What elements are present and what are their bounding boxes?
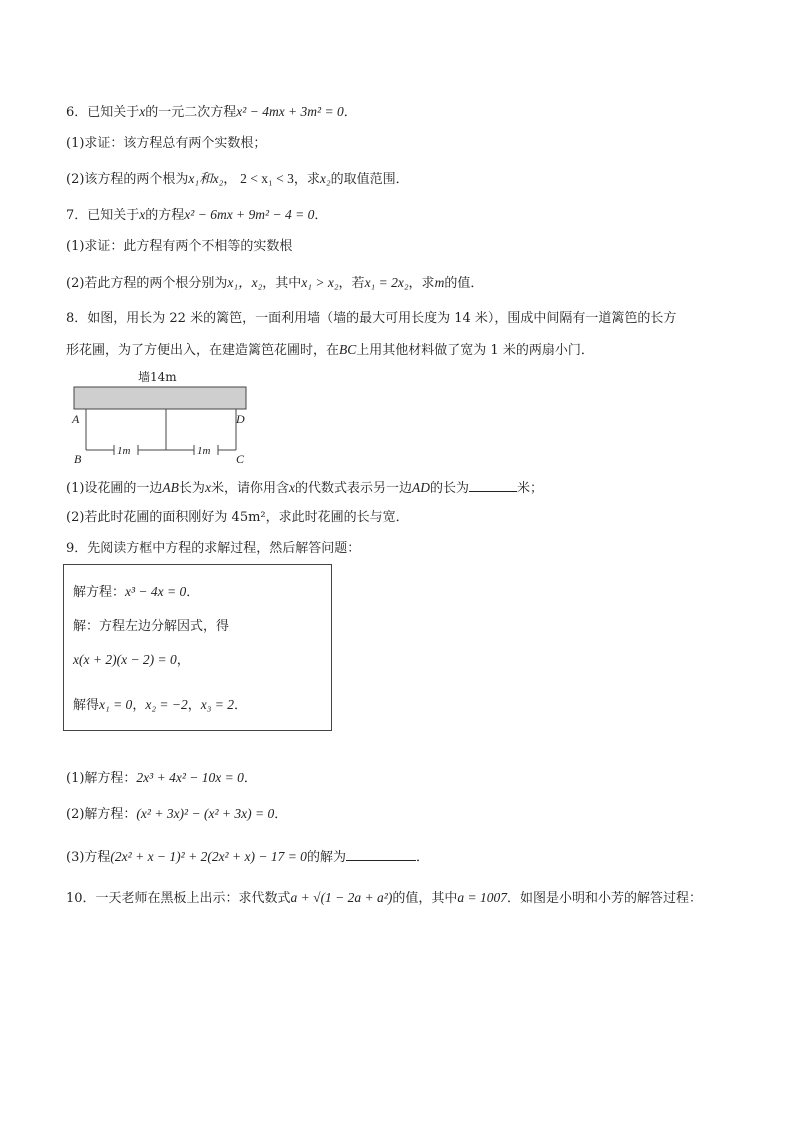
label-b: B xyxy=(74,452,82,466)
box-root-3: x₃ = 2 xyxy=(200,697,235,712)
q7-part2-mid2: ，若 xyxy=(338,276,365,291)
q9-part1 xyxy=(66,770,257,787)
q6-stem-mid: 的一元二次方程 xyxy=(145,105,237,120)
q9-part3 xyxy=(66,848,429,866)
q6-part2-roots: x₁和x₂ xyxy=(188,171,224,186)
q9-part3-post: ． xyxy=(415,850,429,865)
label-a: A xyxy=(72,412,80,426)
q6-part2-post: 的取值范围． xyxy=(330,172,409,187)
q8-part1 xyxy=(66,479,543,497)
q8-part1-x2: x xyxy=(288,480,295,495)
q10-expr: a + √(1 − 2a + a²) xyxy=(290,890,393,905)
q10-cond: a = 1007 xyxy=(457,890,507,905)
q6-part2-target: x₂ xyxy=(319,171,331,186)
q7-var: x xyxy=(139,207,146,222)
box-line4-post: ． xyxy=(234,698,248,713)
box-sep-1: ， xyxy=(132,698,146,713)
q7-part2-cond2: x₁ = 2x₂ xyxy=(364,275,409,290)
label-d: D xyxy=(236,412,245,426)
box-line3-eq: x(x + 2)(x − 2) = 0 xyxy=(73,652,177,667)
q8-part1-mid2: 米，请你用含 xyxy=(210,481,289,496)
q10-stem-post: ．如图是小明和小芳的解答过程： xyxy=(506,891,702,906)
q7-part2-post: 的值． xyxy=(444,276,484,291)
box-line3 xyxy=(73,652,190,669)
box-root-1: x₁ = 0 xyxy=(99,697,133,712)
q9-part1-text: (1)解方程： xyxy=(66,771,137,786)
q6-part1: (1)求证：该方程总有两个实数根； xyxy=(66,136,267,151)
q10-stem-mid: 的值，其中 xyxy=(392,891,458,906)
q8-part1-x: x xyxy=(204,480,211,495)
q7-stem-post: ． xyxy=(314,208,328,223)
q7-part2-cond1: x₁ > x₂ xyxy=(301,275,339,290)
box-line1-post: ． xyxy=(186,585,200,600)
box-line1-eq: x³ − 4x = 0 xyxy=(125,584,187,599)
door-label-2: 1m xyxy=(197,445,211,457)
q8-answer-blank[interactable] xyxy=(469,479,517,492)
box-line4 xyxy=(73,697,247,714)
box-root-2: x₂ = −2 xyxy=(145,697,188,712)
q7-part1: (1)求证：此方程有两个不相等的实数根 xyxy=(66,239,293,254)
q7-part2-mid3: ，求 xyxy=(408,276,435,291)
box-line4-text: 解得 xyxy=(73,698,100,713)
q9-intro: 9．先阅读方框中方程的求解过程，然后解答问题： xyxy=(66,541,361,556)
q6-part2 xyxy=(66,171,409,188)
q7-stem-text: 7．已知关于 xyxy=(66,208,140,223)
door-label-1: 1m xyxy=(117,445,131,457)
q9-part2 xyxy=(66,806,287,823)
q8-part2: (2)若此时花圃的面积刚好为 45m²，求此时花圃的长与宽． xyxy=(66,510,409,525)
q8-part1-post: 米； xyxy=(516,481,543,496)
q8-part1-ad: AD xyxy=(411,480,430,495)
q9-part3-mid: 的解为 xyxy=(306,850,346,865)
q6-part2-text: (2)该方程的两个根为 xyxy=(66,172,189,187)
q8-line2 xyxy=(66,342,594,359)
q7-part2-mid: ，其中 xyxy=(262,276,302,291)
q9-answer-blank[interactable] xyxy=(346,848,416,861)
q9-part1-post: ． xyxy=(243,771,257,786)
q9-part3-text: (3)方程 xyxy=(66,850,111,865)
box-line2: 解：方程左边分解因式，得 xyxy=(73,619,230,634)
q6-part2-cond: ， 2 < x₁ < 3 xyxy=(223,171,294,186)
q9-part1-eq: 2x³ + 4x² − 10x = 0 xyxy=(136,770,244,785)
wall-label: 墙14m xyxy=(138,370,177,384)
q8-part1-mid: 长为 xyxy=(178,481,205,496)
q6-equation: x² − 4mx + 3m² = 0 xyxy=(236,104,344,119)
q8-part1-ab: AB xyxy=(162,480,179,495)
q7-part2-text: (2)若此方程的两个根分别为 xyxy=(66,276,228,291)
q7-part2 xyxy=(66,275,483,292)
box-line3-post: ， xyxy=(176,653,190,668)
box-line1-text: 解方程： xyxy=(73,585,126,600)
q6-stem xyxy=(66,104,357,121)
q8-part1-mid4: 的长为 xyxy=(429,481,469,496)
q7-stem xyxy=(66,207,327,224)
q10-stem xyxy=(66,890,702,907)
q7-part2-roots: x₁，x₂ xyxy=(227,275,263,290)
label-c: C xyxy=(236,452,245,466)
q7-equation: x² − 6mx + 9m² − 4 = 0 xyxy=(184,207,315,222)
q8-part1-mid3: 的代数式表示另一边 xyxy=(294,481,412,496)
q8-line2-text: 形花圃，为了方便出入，在建造篱笆花圃时，在 xyxy=(66,343,340,358)
q9-part2-post: ． xyxy=(274,807,288,822)
wall-rect xyxy=(74,387,246,409)
q7-stem-mid: 的方程 xyxy=(145,208,185,223)
q7-part2-target: m xyxy=(434,275,445,290)
q9-part2-eq: (x² + 3x)² − (x² + 3x) = 0 xyxy=(136,806,275,821)
q6-part2-text2: ，求 xyxy=(293,172,320,187)
q6-var: x xyxy=(139,104,146,119)
box-sep-2: ， xyxy=(187,698,201,713)
q8-line2-post: 上用其他材料做了宽为 1 米的两扇小门． xyxy=(356,343,594,358)
q8-line1: 8．如图，用长为 22 米的篱笆，一面利用墙（墙的最大可用长度为 14 米），围成中间隔有一道篱笆的长方 xyxy=(66,311,677,326)
garden-figure xyxy=(60,365,260,470)
q6-stem-text: 6．已知关于 xyxy=(66,105,140,120)
q9-part3-eq: (2x² + x − 1)² + 2(2x² + x) − 17 = 0 xyxy=(110,849,307,864)
q10-stem-text: 10．一天老师在黑板上出示：求代数式 xyxy=(66,891,291,906)
box-line1 xyxy=(73,584,199,601)
q8-part1-text: (1)设花圃的一边 xyxy=(66,481,163,496)
q6-stem-post: ． xyxy=(343,105,357,120)
q8-line2-bc: BC xyxy=(339,342,357,357)
q9-part2-text: (2)解方程： xyxy=(66,807,137,822)
